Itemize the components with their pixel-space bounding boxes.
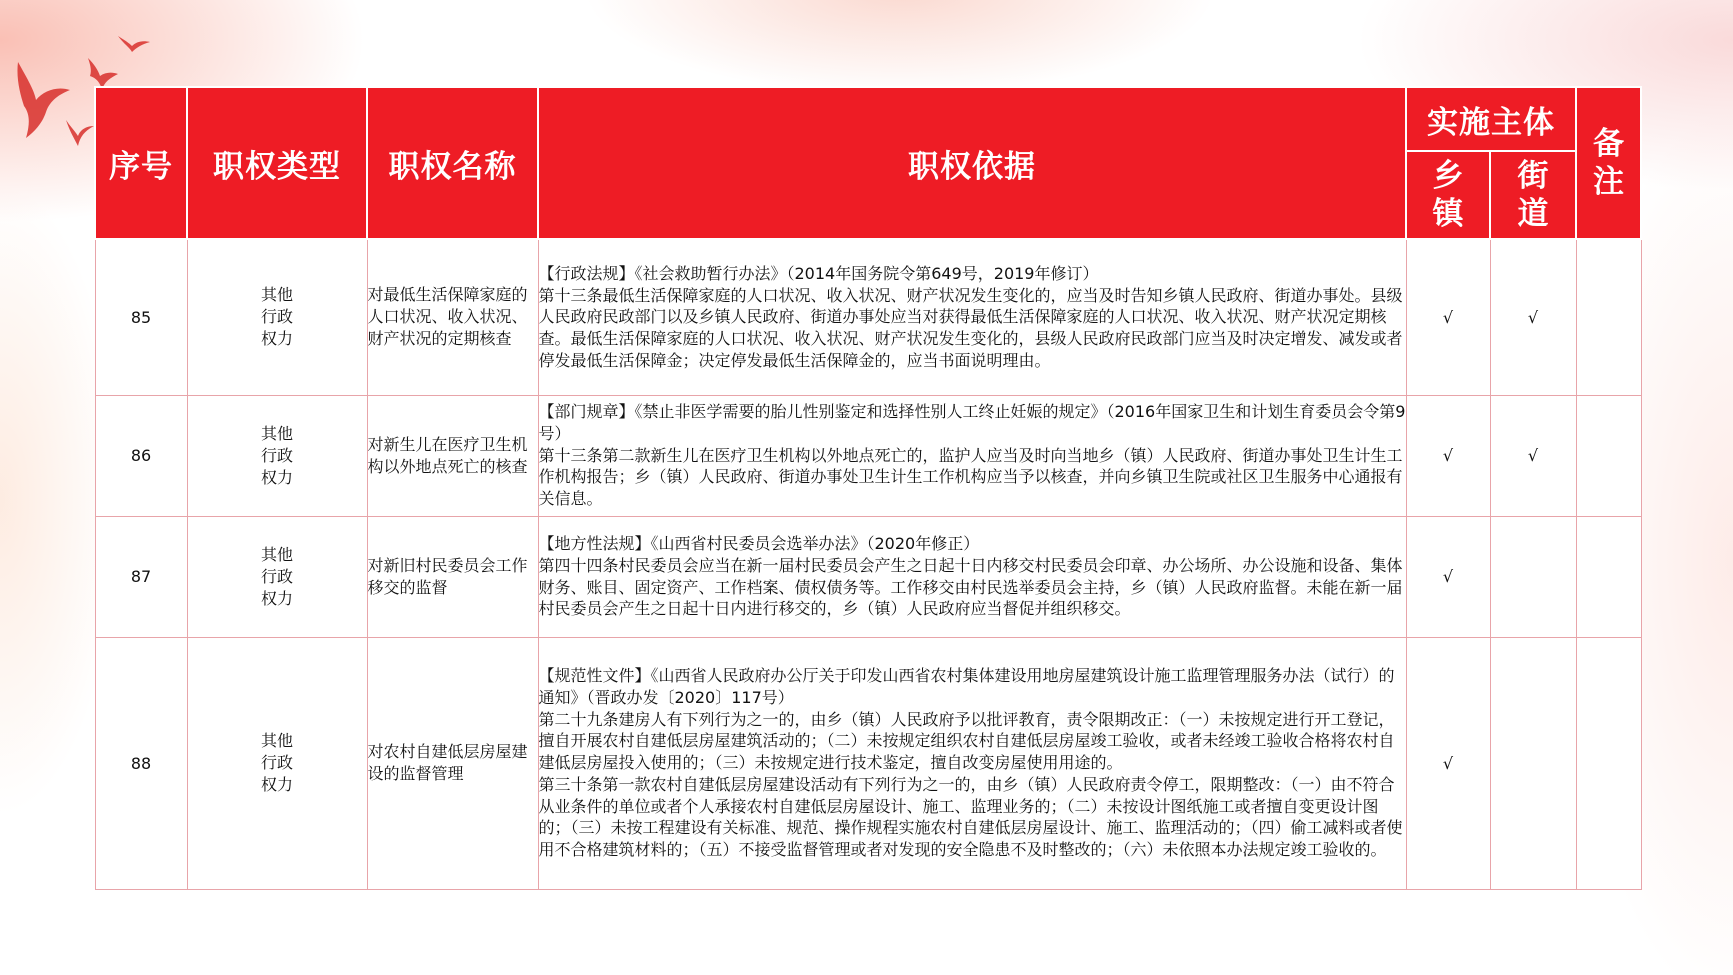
township-check: √ [1406, 516, 1490, 637]
row-seq: 85 [95, 239, 187, 395]
row-name: 对新生儿在医疗卫生机构以外地点死亡的核查 [367, 395, 538, 516]
header-remark: 备 注 [1576, 87, 1641, 239]
row-basis [538, 637, 1406, 889]
table-row [95, 395, 1641, 516]
row-type: 其他 行政 权力 [187, 395, 367, 516]
row-type: 其他 行政 权力 [187, 637, 367, 889]
header-type: 职权类型 [187, 87, 367, 239]
row-type: 其他 行政 权力 [187, 239, 367, 395]
township-check: √ [1406, 395, 1490, 516]
row-basis [538, 395, 1406, 516]
street-check [1490, 516, 1576, 637]
row-type: 其他 行政 权力 [187, 516, 367, 637]
row-remark [1576, 239, 1641, 395]
street-check [1490, 637, 1576, 889]
row-seq: 87 [95, 516, 187, 637]
street-check: √ [1490, 239, 1576, 395]
row-name: 对农村自建低层房屋建设的监督管理 [367, 637, 538, 889]
header-township: 乡 镇 [1406, 151, 1490, 239]
basis-article: 第十三条第二款新生儿在医疗卫生机构以外地点死亡的，监护人应当及时向当地乡（镇）人民政府、街道办事处卫生计生工作机构报告；乡（镇）人民政府、街道办事处卫生计生工作机构应当予以核查，并向乡镇卫生院或社区卫生服务中心通报有关信息。 [538, 445, 1403, 509]
powers-table [94, 86, 1642, 890]
row-name: 对最低生活保障家庭的人口状况、收入状况、财产状况的定期核查 [367, 239, 538, 395]
header-seq: 序号 [95, 87, 187, 239]
table-row [95, 239, 1641, 395]
row-remark [1576, 395, 1641, 516]
table-row [95, 637, 1641, 889]
basis-article: 第三十条第一款农村自建低层房屋建设活动有下列行为之一的，由乡（镇）人民政府责令停工，限期整改：（一）由不符合从业条件的单位或者个人承接农村自建低层房屋设计、施工、监理业务的；（二）未按设计图纸施工或者擅自变更设计图的；（三）未按工程建设有关标准、规范、操作规程实施农村自建低层房屋设计、施工、监理活动的；（四）偷工减料或者使用不合格建筑材料的；（五）不接受监督管理或者对发现的安全隐患不及时整改的；（六）未依照本办法规定竣工验收的。 [538, 774, 1403, 859]
township-check: √ [1406, 637, 1490, 889]
row-seq: 88 [95, 637, 187, 889]
basis-article: 第二十九条建房人有下列行为之一的，由乡（镇）人民政府予以批评教育，责令限期改正：（一）未按规定进行开工登记，擅自开展农村自建低层房屋建筑活动的；（二）未按规定组织农村自建低层房屋竣工验收，或者未经竣工验收合格将农村自建低层房屋投入使用的；（三）未按规定进行技术鉴定，擅自改变房屋使用用途的。 [538, 709, 1395, 773]
basis-source: 【行政法规】《社会救助暂行办法》（2014年国务院令第649号，2019年修订） [538, 263, 1099, 283]
header-basis: 职权依据 [538, 87, 1406, 239]
header-street: 街 道 [1490, 151, 1576, 239]
township-check: √ [1406, 239, 1490, 395]
row-remark [1576, 637, 1641, 889]
table-row [95, 516, 1641, 637]
basis-article: 第十三条最低生活保障家庭的人口状况、收入状况、财产状况发生变化的，应当及时告知乡镇人民政府、街道办事处。县级人民政府民政部门以及乡镇人民政府、街道办事处应当对获得最低生活保障家庭的人口状况、收入状况、财产状况定期核查。最低生活保障家庭的人口状况、收入状况、财产状况发生变化的，县级人民政府民政部门应当及时决定增发、减发或者停发最低生活保障金；决定停发最低生活保障金的，应当书面说明理由。 [538, 285, 1403, 370]
header-entity: 实施主体 [1406, 87, 1576, 151]
basis-source: 【部门规章】《禁止非医学需要的胎儿性别鉴定和选择性别人工终止妊娠的规定》（2016年国家卫生和计划生育委员会令第9号） [538, 402, 1406, 443]
row-remark [1576, 516, 1641, 637]
street-check: √ [1490, 395, 1576, 516]
row-basis [538, 239, 1406, 395]
row-seq: 86 [95, 395, 187, 516]
basis-article: 第四十四条村民委员会应当在新一届村民委员会产生之日起十日内移交村民委员会印章、办公场所、办公设施和设备、集体财务、账目、固定资产、工作档案、债权债务等。工作移交由村民选举委员会主持，乡（镇）人民政府监督。未能在新一届村民委员会产生之日起十日内进行移交的，乡（镇）人民政府应当督促并组织移交。 [538, 555, 1403, 619]
row-basis [538, 516, 1406, 637]
header-name: 职权名称 [367, 87, 538, 239]
basis-source: 【地方性法规】《山西省村民委员会选举办法》（2020年修正） [538, 534, 980, 554]
basis-source: 【规范性文件】《山西省人民政府办公厅关于印发山西省农村集体建设用地房屋建筑设计施工监理管理服务办法（试行）的通知》（晋政办发〔2020〕117号） [538, 666, 1395, 708]
row-name: 对新旧村民委员会工作移交的监督 [367, 516, 538, 637]
